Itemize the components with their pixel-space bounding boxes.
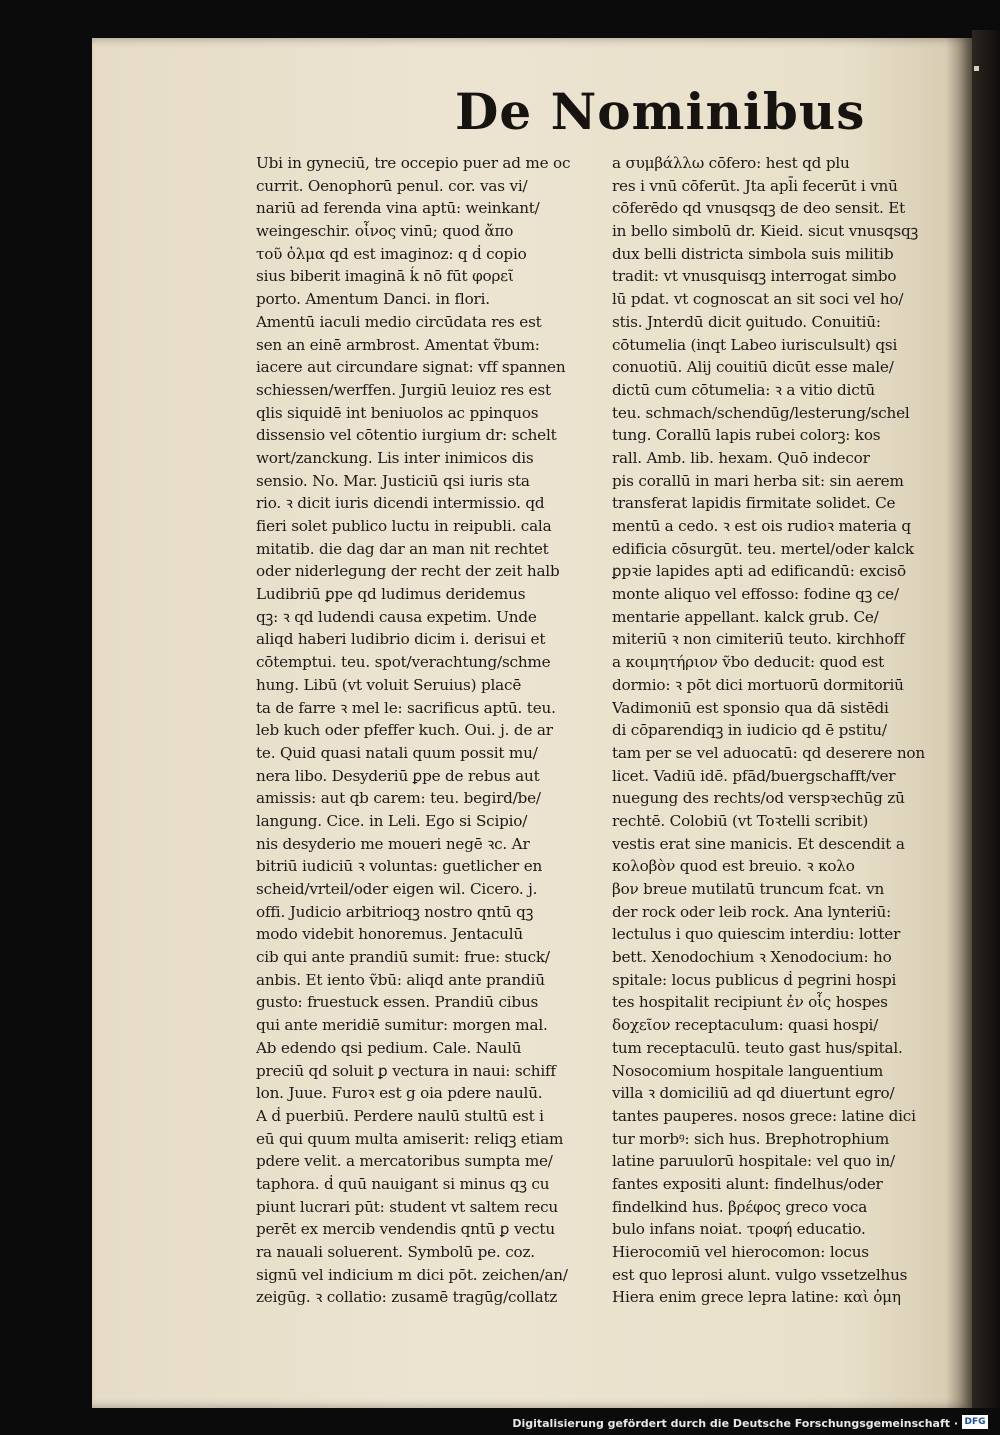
left-column-line: gusto: fruestuck essen. Prandiū cibus: [256, 993, 539, 1012]
right-column-line: tam per se vel aduocatū: qd deserere non: [612, 743, 925, 762]
right-column-line: di cōparendiqꝫ in iudicio qd ē pstitu/: [612, 721, 887, 740]
left-column-line: zeigūg. ꝛ collatio: zusamē tragūg/collatz: [256, 1288, 558, 1307]
right-column-line: pis corallū in mari herba sit: sin aerem: [612, 471, 904, 490]
right-column-line: spitale: locus publicus ḋ pegrini hospi: [612, 970, 897, 989]
left-column-line: nariū ad ferenda vina aptū: weinkant/: [256, 199, 540, 218]
right-column-line: licet. Vadiū idē. pfād/buergschafft/ver: [612, 766, 896, 785]
right-column-line: latine paruulorū hospitale: vel quo in/: [612, 1152, 895, 1171]
left-column-line: amissis: aut qb carem: teu. begird/be/: [256, 789, 541, 808]
left-column-line: pdere velit. a mercatoribus sumpta me/: [256, 1152, 553, 1171]
right-column-line: res i vnū cōferūt. Jta apl̄i fecerūt i vnū: [612, 176, 898, 195]
right-column-line: conuotiū. Alij couitiū dicūt esse male/: [612, 358, 894, 377]
right-text-column: [612, 152, 960, 1309]
page-title: De Nominibus: [455, 82, 866, 141]
left-column-line: piunt lucrari pūt: student vt saltem recu: [256, 1197, 559, 1216]
left-column-line: taphora. ḋ quū nauigant si minus qꝫ cu: [256, 1174, 550, 1193]
left-column-line: leb kuch oder pfeffer kuch. Oui. j. de ar: [256, 721, 553, 740]
right-column-line: bulo infans noiat. τροφή educatio.: [612, 1220, 866, 1239]
right-column-line: Nosocomium hospitale languentium: [612, 1061, 884, 1080]
left-column-line: preciū qd soluit ꝑ vectura in naui: schiff: [256, 1061, 556, 1080]
right-column-line: Vadimoniū est sponsio qua dā sistēdi: [612, 698, 889, 717]
left-column-line: te. Quid quasi natali quum possit mu/: [256, 743, 538, 762]
left-column-line: signū vel indicium m dici pōt. zeichen/an/: [256, 1265, 568, 1284]
left-column-line: eū qui quum multa amiserit: reliqꝫ etiam: [256, 1129, 564, 1148]
funding-notice: Digitalisierung gefördert durch die Deutsche Forschungsgemeinschaft ·: [512, 1417, 958, 1430]
left-column-line: cōtemptui. teu. spot/verachtung/schme: [256, 653, 551, 672]
left-column-line: weingeschir. οἶνος vinū; quod ἄπο: [256, 222, 514, 241]
right-column-line: dux belli districta simbola suis militib: [612, 244, 894, 263]
right-column-line: stis. Jnterdū dicit ꝯuitudo. Conuitiū:: [612, 312, 881, 331]
right-column-line: tradit: vt vnusquisqꝫ interrogat simbo: [612, 267, 897, 286]
right-column-line: mentū a cedo. ꝛ est ois rudioꝛ materia q: [612, 517, 911, 535]
left-column-line: oder niderlegung der recht der zeit halb: [256, 562, 560, 581]
left-column-line: mitatib. die dag dar an man nit rechtet: [256, 539, 549, 558]
left-column-line: A ḋ puerbiū. Perdere naulū stultū est i: [256, 1106, 544, 1125]
edge-mark: [974, 66, 979, 71]
right-column-line: tur morbꝰ: sich hus. Brephotrophium: [612, 1129, 890, 1148]
left-column-line: porto. Amentum Danci. in flori.: [256, 290, 490, 309]
right-column-line: dictū cum cōtumelia: ꝛ a vitio dictū: [612, 380, 875, 399]
left-column-line: wort/zanckung. Lis inter inimicos dis: [256, 448, 534, 467]
left-column-line: perēt ex mercib vendendis qntū ꝑ vectu: [256, 1220, 555, 1239]
left-column-line: lon. Juue. Furoꝛ est g oia pdere naulū.: [256, 1084, 543, 1103]
right-column-line: rechtē. Colobiū (vt Toꝛtelli scribit): [612, 811, 869, 830]
right-column-line: miteriū ꝛ non cimiteriū teuto. kirchhoff: [612, 630, 905, 649]
left-column-line: τοῦ ὀλμα qd est imaginoz: q ḋ copio: [256, 244, 527, 263]
right-column-line: Hierocomiū vel hierocomon: locus: [612, 1243, 869, 1261]
right-column-line: cōferēdo qd vnusqsqꝫ de deo sensit. Et: [612, 199, 906, 218]
left-column-line: anbis. Et iento ṽbū: aliqd ante prandiū: [256, 970, 545, 989]
right-column-line: δοχεῖον receptaculum: quasi hospi/: [612, 1016, 879, 1035]
right-column-line: in bello simbolū dr. Kieid. sicut vnusqsqꝫ: [612, 222, 919, 241]
left-column-line: sen an einē armbrost. Amentat ṽbum:: [256, 335, 540, 354]
right-column-line: a συμβάλλω cōfero: hest qd plu: [612, 154, 850, 172]
right-column-line: tung. Corallū lapis rubei colorꝫ: kos: [612, 426, 881, 445]
left-text-column: [256, 152, 608, 1309]
left-column-line: cib qui ante prandiū sumit: frue: stuck/: [256, 948, 550, 967]
left-column-line: nis desyderio me moueri negē ꝛc. Ar: [256, 834, 530, 853]
right-column-line: vestis erat sine manicis. Et descendit a: [612, 834, 905, 853]
right-column-line: tum receptaculū. teuto gast hus/spital.: [612, 1038, 903, 1057]
right-column-line: teu. schmach/schendūg/lesterung/schel: [612, 403, 910, 422]
right-column-line: lectulus i quo quiescim interdiu: lotter: [612, 925, 901, 944]
right-column-line: mentarie appellant. kalck grub. Ce/: [612, 607, 879, 626]
left-column-line: currit. Oenophorū penul. cor. vas vi/: [256, 176, 528, 195]
right-column-line: monte aliquo vel effosso: fodine qꝫ ce/: [612, 585, 899, 604]
right-column-line: transferat lapidis firmitate solidet. Ce: [612, 494, 896, 513]
left-column-line: aliqd haberi ludibrio dicim i. derisui et: [256, 630, 546, 649]
left-column-line: Ludibriū ꝑpe qd ludimus deridemus: [256, 585, 526, 604]
right-column-line: der rock oder leib rock. Ana lynteriū:: [612, 902, 892, 921]
left-column-line: rio. ꝛ dicit iuris dicendi intermissio. qd: [256, 494, 545, 513]
right-column-line: tantes pauperes. nosos grece: latine dici: [612, 1106, 916, 1125]
left-column-line: sius biberit imaginā ḱ nō fūt φορεῖ: [256, 267, 514, 286]
left-column-line: modo videbit honoremus. Jentaculū: [256, 925, 523, 944]
right-column-line: Hiera enim grece lepra latine: καὶ ὀμη: [612, 1288, 901, 1307]
right-column-line: lū pdat. vt cognoscat an sit soci vel ho/: [612, 290, 904, 309]
right-column-line: tes hospitalit recipiunt ἐν οἷς hospes: [612, 993, 888, 1012]
right-column-line: edificia cōsurgūt. teu. mertel/oder kalck: [612, 539, 914, 558]
right-column-line: villa ꝛ domiciliū ad qd diuertunt egro/: [612, 1084, 895, 1103]
book-edge: [972, 30, 1000, 1420]
left-column-line: hung. Libū (vt voluit Seruius) placē: [256, 675, 522, 694]
left-column-line: bitriū iudiciū ꝛ voluntas: guetlicher en: [256, 857, 543, 876]
left-column-line: ra nauali soluerent. Symbolū pe. coz.: [256, 1243, 535, 1261]
left-column-line: offi. Judicio arbitrioqꝫ nostro qntū qꝫ: [256, 902, 534, 921]
right-column-line: cōtumelia (inqt Labeo iurisculsult) qsi: [612, 335, 898, 354]
left-column-line: langung. Cice. in Leli. Ego si Scipio/: [256, 811, 528, 830]
left-column-line: ta de farre ꝛ mel le: sacrificus aptū. teu.: [256, 698, 556, 717]
left-column-line: Ab edendo qsi pedium. Cale. Naulū: [256, 1038, 522, 1057]
left-column-line: fieri solet publico luctu in reipubli. cala: [256, 517, 552, 535]
left-column-line: qui ante meridiē sumitur: morgen mal.: [256, 1016, 548, 1035]
left-column-line: qlis siquidē int beniuolos ac ppinquos: [256, 403, 539, 422]
dfg-logo: DFG: [962, 1415, 988, 1429]
left-column-line: qꝫ: ꝛ qd ludendi causa expetim. Unde: [256, 607, 537, 626]
left-column-line: nera libo. Desyderiū ꝑpe de rebus aut: [256, 766, 540, 785]
left-column-line: sensio. No. Mar. Justiciū qsi iuris sta: [256, 471, 530, 490]
left-column-line: dissensio vel cōtentio iurgium dr: schelt: [256, 426, 557, 445]
left-column-line: schiessen/werffen. Jurgiū leuioz res est: [256, 380, 551, 399]
right-column-line: rall. Amb. lib. hexam. Quō indecor: [612, 448, 870, 467]
right-column-line: ꝑpꝛie lapides apti ad edificandū: excisō: [612, 562, 906, 581]
left-column-line: iacere aut circundare signat: vff spannen: [256, 358, 566, 377]
right-column-line: nuegung des rechts/od verspꝛechūg zū: [612, 789, 905, 808]
right-column-line: est quo leprosi alunt. vulgo vssetzelhus: [612, 1265, 908, 1284]
right-column-line: κολοβὸν quod est breuio. ꝛ κολο: [612, 857, 855, 876]
left-column-line: scheid/vrteil/oder eigen wil. Cicero. j.: [256, 880, 538, 898]
left-column-line: Amentū iaculi medio circūdata res est: [256, 312, 542, 331]
right-column-line: bett. Xenodochium ꝛ Xenodocium: ho: [612, 948, 892, 967]
right-column-line: findelkind hus. βρέφος greco voca: [612, 1197, 868, 1216]
right-column-line: dormio: ꝛ pōt dici mortuorū dormitoriū: [612, 675, 904, 694]
right-column-line: a κοιμητήριον ṽbo deducit: quod est: [612, 653, 885, 672]
right-column-line: βον breue mutilatū truncum fcat. vn: [612, 880, 885, 898]
left-column-line: Ubi in gyneciū, tre occepio puer ad me oc: [256, 154, 571, 172]
right-column-line: fantes expositi alunt: findelhus/oder: [612, 1174, 883, 1193]
